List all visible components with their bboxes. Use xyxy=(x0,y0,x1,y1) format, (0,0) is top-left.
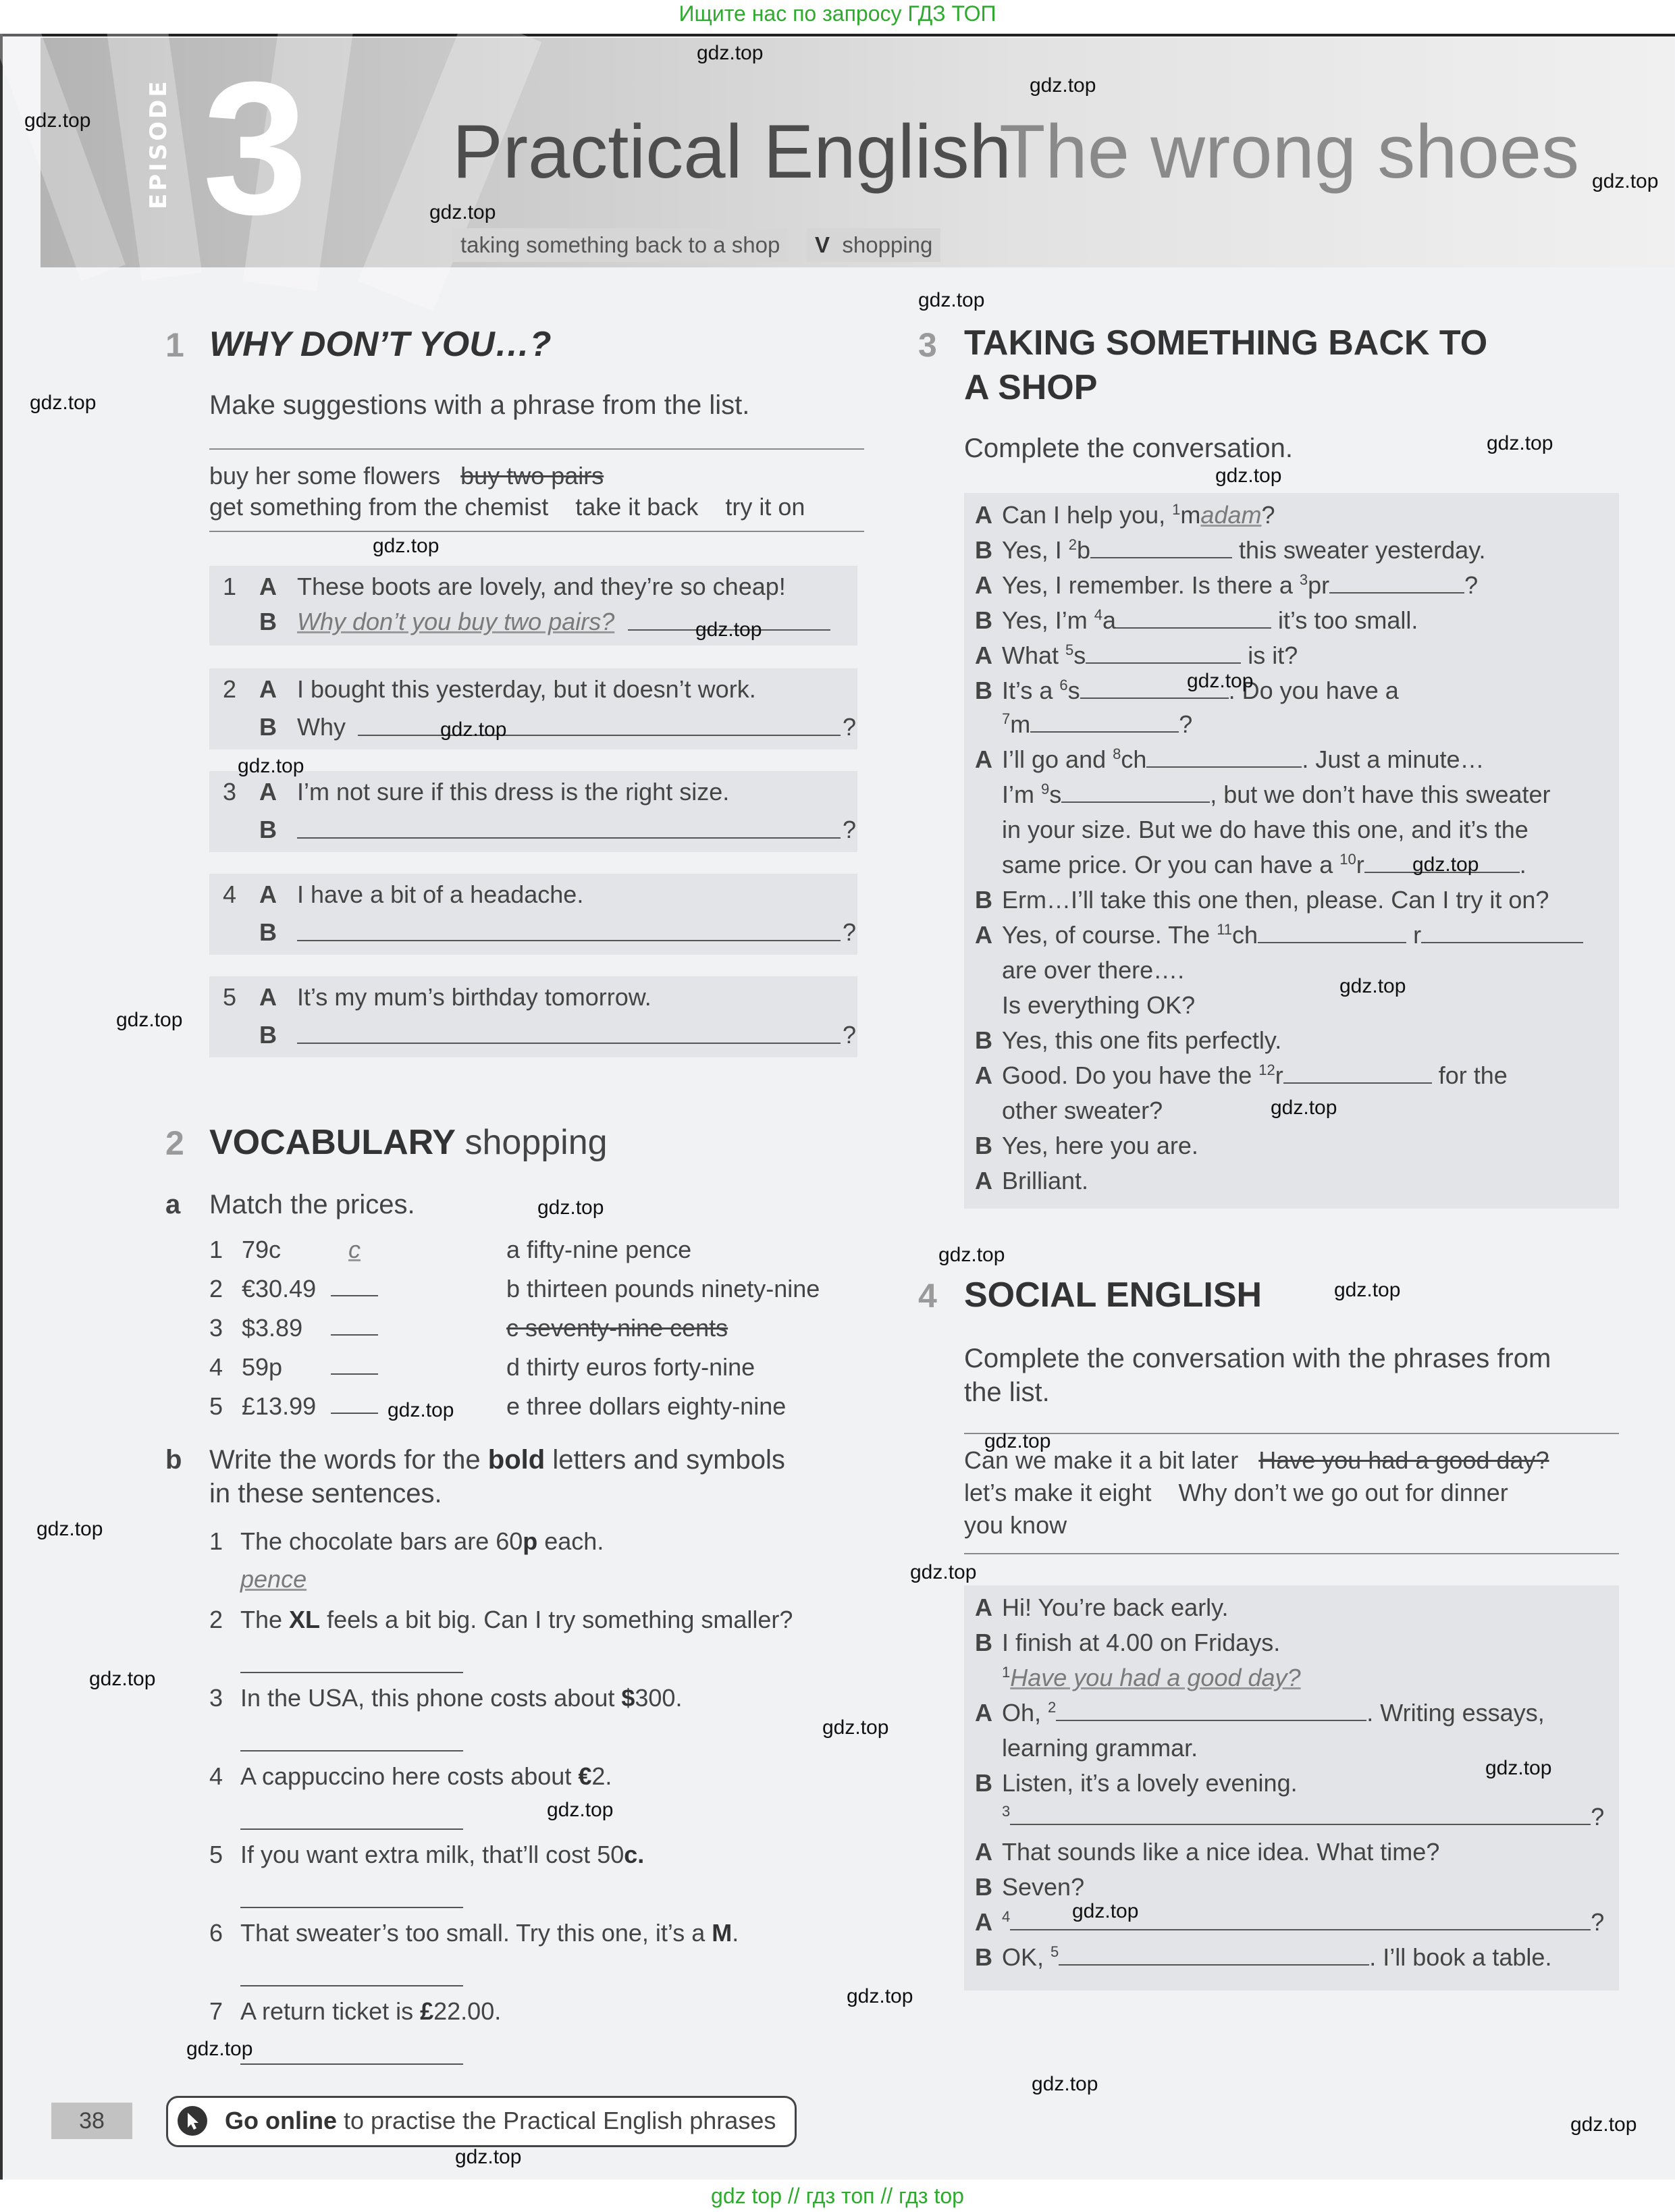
watermark: gdz.top xyxy=(429,201,496,223)
watermark: gdz.top xyxy=(910,1561,977,1583)
conversation-answer-11a[interactable] xyxy=(1258,922,1406,943)
part-b-instruction-2: in these sentences. xyxy=(209,1479,442,1508)
social-list-line-2: let’s make it eight Why don’t we go out for dinner xyxy=(964,1479,1508,1506)
watermark: gdz.top xyxy=(1487,432,1553,454)
watermark: gdz.top xyxy=(36,1518,103,1540)
section-3-heading: TAKING SOMETHING BACK TO xyxy=(964,323,1488,363)
watermark: gdz.top xyxy=(1072,1900,1139,1922)
footer-text: gdz top // гдз топ // гдз top xyxy=(711,2184,964,2208)
social-answer-2[interactable] xyxy=(1056,1700,1366,1721)
watermark: gdz.top xyxy=(1412,853,1479,876)
exercise-item-2: 2 A I bought this yesterday, but it doesn’t work. B Why ? xyxy=(209,668,857,749)
social-answer-5[interactable] xyxy=(1059,1944,1369,1966)
watermark: gdz.top xyxy=(440,718,507,741)
list-rule-bottom-4 xyxy=(964,1553,1619,1554)
section-4-instruction: Complete the conversation with the phrases from xyxy=(964,1344,1551,1373)
match-answer-2[interactable] xyxy=(331,1275,378,1296)
exercise-item-3: 3 A I’m not sure if this dress is the right size. B ? xyxy=(209,771,857,852)
match-answer-3[interactable] xyxy=(331,1314,378,1336)
watermark: gdz.top xyxy=(847,1985,913,2007)
match-answer-1[interactable]: c xyxy=(348,1236,361,1263)
watermark: gdz.top xyxy=(1187,670,1254,692)
word-answer-4[interactable] xyxy=(240,1808,463,1830)
watermark: gdz.top xyxy=(116,1009,183,1031)
cursor-icon xyxy=(178,2106,207,2136)
list-rule-top-4 xyxy=(964,1433,1619,1434)
section-2-number: 2 xyxy=(165,1124,184,1162)
phrase-list-line-2: get something from the chemist take it back try it on xyxy=(209,493,805,521)
watermark: gdz.top xyxy=(1592,170,1659,192)
go-online-text: Go online to practise the Practical English phrases xyxy=(225,2107,776,2134)
social-answer-1[interactable]: Have you had a good day? xyxy=(1010,1664,1301,1691)
part-b-label: b xyxy=(165,1445,182,1475)
match-answer-4[interactable] xyxy=(331,1353,378,1375)
social-list-line-3: you know xyxy=(964,1511,1067,1539)
match-answer-5[interactable] xyxy=(331,1392,378,1414)
section-3-number: 3 xyxy=(918,326,937,364)
page-subtitle: The wrong shoes xyxy=(999,109,1580,194)
watermark: gdz.top xyxy=(1485,1757,1552,1779)
watermark: gdz.top xyxy=(1271,1097,1337,1119)
answer-field-4[interactable] xyxy=(297,920,841,941)
watermark: gdz.top xyxy=(822,1716,889,1739)
go-online-button[interactable] xyxy=(166,2096,797,2147)
conversation-answer-11b[interactable] xyxy=(1421,922,1583,943)
watermark: gdz.top xyxy=(1032,2073,1098,2095)
list-rule-top xyxy=(209,448,864,450)
section-4-number: 4 xyxy=(918,1277,937,1315)
phrase-list-line-1: buy her some flowers buy two pairs xyxy=(209,462,604,490)
conversation-answer-5[interactable] xyxy=(1086,642,1241,664)
vocab-tag: V shopping xyxy=(807,228,940,262)
conversation-answer-1[interactable]: adam xyxy=(1200,501,1262,529)
section-1-number: 1 xyxy=(165,326,184,364)
watermark: gdz.top xyxy=(984,1430,1051,1452)
word-answer-2[interactable] xyxy=(240,1652,463,1673)
episode-number: 3 xyxy=(203,43,308,254)
watermark: gdz.top xyxy=(1030,74,1096,97)
sentence-list: 1 The chocolate bars are 60p each. pence 2 The XL feels a bit big. Can I try something smaller? 3 In the USA, this phone costs about $300. 4 A cappuccino here costs about €2. 5 If you want extra milk, that’ll cost 50c. 6 That sweater’s too small. Try this one, it’s a M. 7 A return ticket is £22.00. xyxy=(209,1527,871,2081)
watermark: gdz.top xyxy=(238,755,304,777)
episode-label: EPISODE xyxy=(145,78,172,209)
topic-tag: taking something back to a shop xyxy=(452,228,788,262)
section-4-instruction-2: the list. xyxy=(964,1377,1050,1407)
word-answer-5[interactable] xyxy=(240,1887,463,1908)
watermark: gdz.top xyxy=(373,535,440,557)
section-3-instruction: Complete the conversation. xyxy=(964,433,1293,463)
answer-field-5[interactable] xyxy=(297,1022,841,1044)
conversation-answer-2[interactable] xyxy=(1090,537,1232,558)
watermark: gdz.top xyxy=(186,2038,253,2060)
watermark: gdz.top xyxy=(1334,1279,1401,1301)
watermark: gdz.top xyxy=(1570,2113,1637,2136)
conversation-box: A Can I help you, $^1$madam? B Yes, I $^2$b this sweater yesterday. A Yes, I remember. Is there a $^3$pr ? B Yes, I’m $^4$a it’s too small. A What $^5$s is it? B It’s a $^6$s . Do you have a $^7$m ? A I’ll go and $^8$ch . Just a minute… I’m $^9$s , but we don’t have this sweater in your size. But we do have this one, and it’s the same price. Or you can have a $^{10}$r . B Erm…I’ll take this one then, please. Can I try it on? A Yes, of course. The $^{11}$ch r are over there…. Is everything OK? B Yes, this one fits perfectly. A Good. Do you have the $^{12}$r for the other sweater? B Yes, here you are. A Brilliant. xyxy=(964,493,1619,1209)
answer-field-1[interactable]: Why don’t you buy two pairs? xyxy=(297,608,615,635)
word-answer-3[interactable] xyxy=(240,1730,463,1752)
answer-field-3[interactable] xyxy=(297,817,841,839)
watermark: gdz.top xyxy=(1339,975,1406,997)
watermark: gdz.top xyxy=(24,109,91,132)
word-answer-6[interactable] xyxy=(240,1965,463,1986)
page-edge xyxy=(0,34,3,2181)
watermark: gdz.top xyxy=(388,1399,454,1421)
list-rule-bottom xyxy=(209,531,864,532)
watermark: gdz.top xyxy=(455,2146,522,2168)
watermark: gdz.top xyxy=(547,1799,614,1821)
top-banner-text: Ищите нас по запросу ГДЗ ТОП xyxy=(679,1,996,26)
conversation-answer-4[interactable] xyxy=(1116,607,1271,629)
exercise-item-5: 5 A It’s my mum’s birthday tomorrow. B ? xyxy=(209,976,857,1057)
conversation-answer-3[interactable] xyxy=(1329,572,1464,594)
conversation-answer-12[interactable] xyxy=(1283,1062,1432,1084)
section-1-instruction: Make suggestions with a phrase from the list. xyxy=(209,390,750,420)
conversation-answer-9[interactable] xyxy=(1061,781,1210,803)
section-3-heading-2: A SHOP xyxy=(964,368,1098,407)
watermark: gdz.top xyxy=(697,42,764,64)
conversation-answer-7[interactable] xyxy=(1030,711,1179,733)
price-match-list: 1 79c c a fifty-nine pence 2 €30.49 b thirteen pounds ninety-nine 3 $3.89 c seventy-nine cents 4 59p d thirty euros forty-nine 5 £13.99 e three dollars eighty-nine xyxy=(209,1236,820,1420)
watermark: gdz.top xyxy=(918,289,985,311)
watermark: gdz.top xyxy=(89,1668,156,1690)
watermark: gdz.top xyxy=(30,392,97,414)
exercise-item-1: 1 A These boots are lovely, and they’re so cheap! B Why don’t you buy two pairs? xyxy=(209,566,857,646)
answer-field-2[interactable] xyxy=(358,714,841,736)
word-answer-1[interactable]: pence xyxy=(240,1565,307,1593)
page-number: 38 xyxy=(51,2103,132,2139)
watermark: gdz.top xyxy=(695,618,762,641)
part-b-instruction: Write the words for the bold letters and symbols xyxy=(209,1445,785,1475)
watermark: gdz.top xyxy=(938,1244,1005,1266)
exercise-item-4: 4 A I have a bit of a headache. B ? xyxy=(209,874,857,955)
social-list-line-1: Can we make it a bit later Have you had a good day? xyxy=(964,1446,1549,1474)
social-conversation-box: A Hi! You’re back early. B I finish at 4.00 on Fridays. $^1$Have you had a good day? A Oh, $^2$ . Writing essays, learning grammar. B Listen, it’s a lovely evening. $^3$ ? A That sounds like a nice idea. What time? B Seven? A $^4$ ? B OK, $^5$ . I’ll book a table. xyxy=(964,1585,1619,1991)
part-a-label: a xyxy=(165,1190,181,1219)
watermark: gdz.top xyxy=(1215,465,1282,487)
word-answer-7[interactable] xyxy=(240,2043,463,2065)
section-1-heading: WHY DON’T YOU…? xyxy=(209,325,552,364)
social-answer-3[interactable] xyxy=(1010,1803,1591,1825)
page-title: Practical English xyxy=(452,109,1011,194)
section-4-heading: SOCIAL ENGLISH xyxy=(964,1275,1262,1315)
part-a-instruction: Match the prices. xyxy=(209,1190,415,1219)
watermark: gdz.top xyxy=(537,1196,604,1219)
conversation-answer-8[interactable] xyxy=(1146,746,1302,768)
section-2-heading: VOCABULARY shopping xyxy=(209,1123,608,1162)
